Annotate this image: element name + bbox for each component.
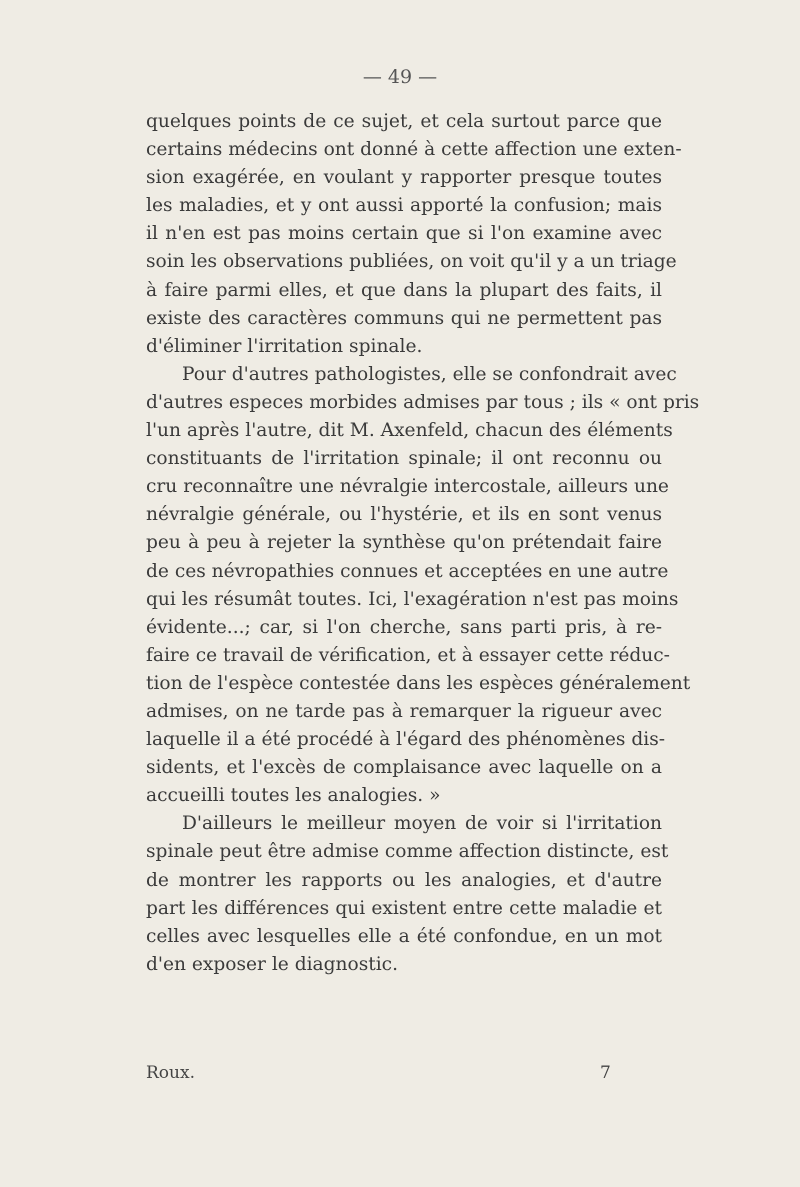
text-line: qui les résumât toutes. Ici, l'exagération n'est pas moins xyxy=(146,588,679,610)
text-line: existe des caractères communs qui ne permettent pas xyxy=(146,307,662,329)
text-line: laquelle il a été procédé à l'égard des phénomènes dis- xyxy=(146,729,666,751)
body-text xyxy=(146,108,700,979)
text-line: névralgie générale, ou l'hystérie, et ils en sont venus xyxy=(146,504,662,526)
text-line: évidente...; car, si l'on cherche, sans parti pris, à re- xyxy=(146,616,662,638)
text-line: certains médecins ont donné à cette affection une exten- xyxy=(146,139,682,161)
footer-author: Roux. xyxy=(146,1063,195,1083)
text-line: quelques points de ce sujet, et cela surtout parce que xyxy=(146,111,662,132)
text-line: cru reconnaître une névralgie intercostale, ailleurs une xyxy=(146,476,669,498)
text-line: spinale peut être admise comme affection distincte, est xyxy=(146,841,669,863)
text-line: accueilli toutes les analogies. » xyxy=(146,785,441,807)
text-line: sidents, et l'excès de complaisance avec laquelle on a xyxy=(146,757,662,779)
text-line: constituants de l'irritation spinale; il ont reconnu ou xyxy=(146,448,662,470)
text-line: d'éliminer l'irritation spinale. xyxy=(146,335,423,357)
text-line: les maladies, et y ont aussi apporté la confusion; mais xyxy=(146,195,662,217)
text-line: il n'en est pas moins certain que si l'on examine avec xyxy=(146,223,662,245)
text-line: sion exagérée, en voulant y rapporter presque toutes xyxy=(146,167,662,189)
footer-signature: 7 xyxy=(600,1063,611,1083)
text-line: de ces névropathies connues et acceptées en une autre xyxy=(146,560,669,582)
text-line: part les différences qui existent entre cette maladie et xyxy=(146,897,662,919)
text-line: admises, on ne tarde pas à remarquer la rigueur avec xyxy=(146,700,662,722)
text-line: tion de l'espèce contestée dans les espèces généralement xyxy=(146,672,691,694)
text-line: d'autres especes morbides admises par tous ; ils « ont pris xyxy=(146,391,700,413)
text-line: Pour d'autres pathologistes, elle se confondrait avec xyxy=(182,363,677,385)
text-line: à faire parmi elles, et que dans la plupart des faits, il xyxy=(146,279,662,301)
text-line: soin les observations publiées, on voit qu'il y a un triage xyxy=(146,251,677,273)
page-number: — 49 — xyxy=(362,66,438,88)
text-line: l'un après l'autre, dit M. Axenfeld, chacun des éléments xyxy=(146,420,673,442)
text-line: faire ce travail de vérification, et à essayer cette réduc- xyxy=(146,644,670,666)
text-line: peu à peu à rejeter la synthèse qu'on prétendait faire xyxy=(146,532,662,554)
text-line: celles avec lesquelles elle a été confondue, en un mot xyxy=(146,925,662,947)
text-line: D'ailleurs le meilleur moyen de voir si l'irritation xyxy=(182,813,662,835)
text-line: de montrer les rapports ou les analogies, et d'autre xyxy=(146,869,662,891)
text-line: d'en exposer le diagnostic. xyxy=(146,953,398,975)
